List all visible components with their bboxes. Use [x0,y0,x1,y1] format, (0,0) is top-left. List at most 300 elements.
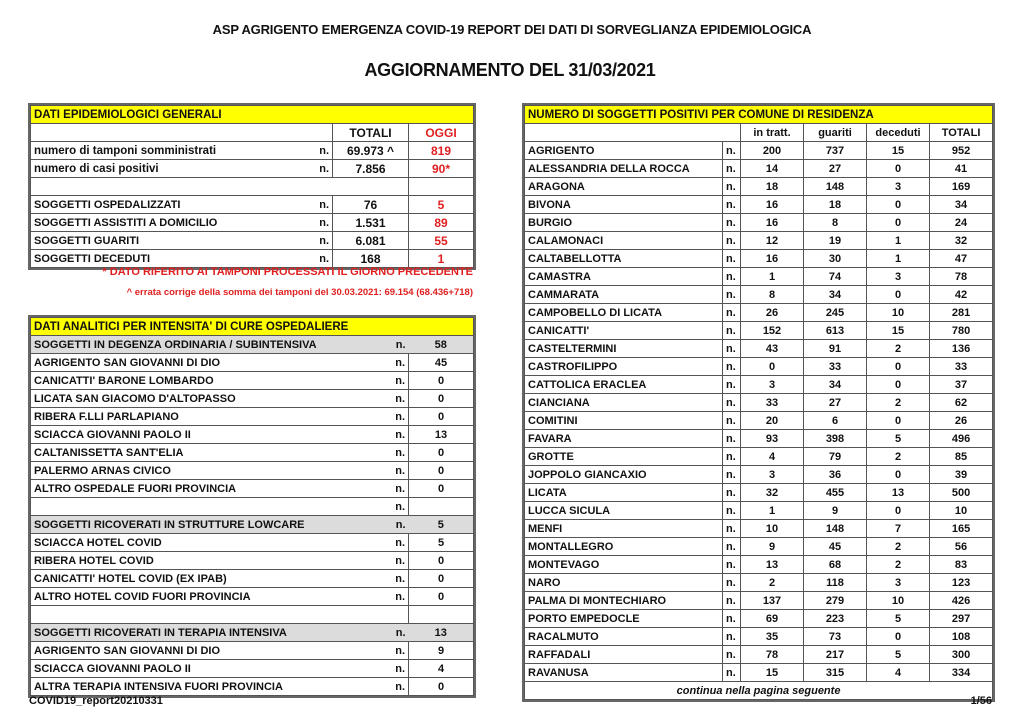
value-in-tratt: 12 [741,232,804,250]
value-in-tratt: 20 [741,412,804,430]
comune-name: BIVONA [525,196,723,214]
table-row [31,426,474,444]
value-in-tratt: 3 [741,376,804,394]
comune-name: LUCCA SICULA [525,502,723,520]
value-totali: 952 [930,142,993,160]
comune-row [525,520,993,538]
row-label: ALTRO HOTEL COVID FUORI PROVINCIA [31,588,381,606]
comuni-table [524,105,993,700]
section-title: DATI EPIDEMIOLOGICI GENERALI [31,106,474,124]
unit-label: n. [723,664,741,682]
comune-row [525,538,993,556]
comune-name: CALTABELLOTTA [525,250,723,268]
value-deceduti: 0 [867,376,930,394]
unit-label: n. [723,556,741,574]
value-guariti: 91 [804,340,867,358]
value-guariti: 27 [804,160,867,178]
group-row-intensiva [31,624,474,642]
table-row [31,642,474,660]
value-in-tratt: 93 [741,430,804,448]
unit-label: n. [723,538,741,556]
value-deceduti: 1 [867,232,930,250]
comune-name: CANICATTI' [525,322,723,340]
row-label: LICATA SAN GIACOMO D'ALTOPASSO [31,390,381,408]
value-guariti: 19 [804,232,867,250]
value-deceduti: 3 [867,268,930,286]
unit-label: n. [723,502,741,520]
value-in-tratt: 32 [741,484,804,502]
table-row [31,160,474,178]
unit-label: n. [723,160,741,178]
row-value: 13 [409,426,474,444]
unit-label: n. [381,624,409,642]
col-header-totali: TOTALI [930,124,993,142]
value-totali: 39 [930,466,993,484]
unit-label: n. [381,336,409,354]
comune-name: LICATA [525,484,723,502]
continue-note: continua nella pagina seguente [525,682,993,700]
col-header-totali: TOTALI [333,124,409,142]
value-in-tratt: 13 [741,556,804,574]
value-totali: 37 [930,376,993,394]
value-in-tratt: 2 [741,574,804,592]
comune-name: CIANCIANA [525,394,723,412]
value-deceduti: 2 [867,538,930,556]
row-value: 0 [409,678,474,696]
comune-name: CAMPOBELLO DI LICATA [525,304,723,322]
comune-row [525,448,993,466]
unit-label: n. [723,430,741,448]
value-totali: 108 [930,628,993,646]
value-guariti: 18 [804,196,867,214]
value-totali: 123 [930,574,993,592]
section-header [31,318,474,336]
comune-row [525,394,993,412]
value-in-tratt: 1 [741,268,804,286]
value-guariti: 6 [804,412,867,430]
continue-row [525,682,993,700]
value-deceduti: 0 [867,412,930,430]
value-totali: 1.531 [333,214,409,232]
table-row [31,354,474,372]
row-label: AGRIGENTO SAN GIOVANNI DI DIO [31,354,381,372]
unit-label: n. [723,394,741,412]
unit-label: n. [303,250,333,268]
value-deceduti: 5 [867,610,930,628]
value-guariti: 30 [804,250,867,268]
value-deceduti: 7 [867,520,930,538]
comune-name: CASTELTERMINI [525,340,723,358]
value-guariti: 455 [804,484,867,502]
table-row [31,408,474,426]
unit-label: n. [381,516,409,534]
unit-label: n. [723,142,741,160]
table-row [31,214,474,232]
column-header-row [525,124,993,142]
unit-label: n. [723,250,741,268]
unit-label: n. [723,196,741,214]
row-label: numero di tamponi somministrati [31,142,303,160]
value-guariti: 118 [804,574,867,592]
comuni-rows [525,142,993,682]
comune-row [525,196,993,214]
value-in-tratt: 8 [741,286,804,304]
unit-label: n. [381,354,409,372]
unit-label: n. [723,322,741,340]
unit-label: n. [381,534,409,552]
value-guariti: 73 [804,628,867,646]
value-totali: 34 [930,196,993,214]
spacer-row [31,606,474,624]
comune-name: RAVANUSA [525,664,723,682]
value-guariti: 74 [804,268,867,286]
unit-label: n. [381,498,409,516]
table-row [31,250,474,268]
group-value: 5 [409,516,474,534]
value-deceduti: 0 [867,358,930,376]
table-row [31,444,474,462]
group-value: 13 [409,624,474,642]
value-totali: 24 [930,214,993,232]
value-in-tratt: 16 [741,196,804,214]
value-guariti: 8 [804,214,867,232]
comune-name: MONTALLEGRO [525,538,723,556]
value-totali: 32 [930,232,993,250]
value-guariti: 33 [804,358,867,376]
col-header-in-tratt: in tratt. [741,124,804,142]
comune-row [525,664,993,682]
table-row [31,142,474,160]
unit-label: n. [723,610,741,628]
unit-label: n. [723,574,741,592]
unit-label: n. [381,444,409,462]
value-oggi: 55 [409,232,474,250]
value-in-tratt: 18 [741,178,804,196]
value-totali: 83 [930,556,993,574]
comune-name: MENFI [525,520,723,538]
value-deceduti: 0 [867,502,930,520]
value-oggi: 90* [409,160,474,178]
unit-label: n. [723,412,741,430]
table-row [31,196,474,214]
report-update-date: AGGIORNAMENTO DEL 31/03/2021 [364,60,656,80]
value-in-tratt: 69 [741,610,804,628]
general-data-table [30,105,474,268]
comune-row [525,412,993,430]
value-totali: 426 [930,592,993,610]
comune-row [525,646,993,664]
value-deceduti: 3 [867,574,930,592]
value-in-tratt: 16 [741,214,804,232]
comune-name: RACALMUTO [525,628,723,646]
row-value: 0 [409,552,474,570]
row-label: SCIACCA GIOVANNI PAOLO II [31,660,381,678]
value-deceduti: 2 [867,394,930,412]
comune-row [525,574,993,592]
table-row [31,462,474,480]
unit-label: n. [303,214,333,232]
group-label: SOGGETTI RICOVERATI IN STRUTTURE LOWCARE [31,516,381,534]
unit-label: n. [381,678,409,696]
value-totali: 496 [930,430,993,448]
comune-name: CAMASTRA [525,268,723,286]
comune-row [525,358,993,376]
table-row [31,480,474,498]
value-deceduti: 0 [867,628,930,646]
footnote-asterisk: * DATO RIFERITO AI TAMPONI PROCESSATI IL GIORNO PRECEDENTE [102,266,473,278]
value-oggi: 89 [409,214,474,232]
value-totali: 165 [930,520,993,538]
comune-row [525,430,993,448]
row-value: 5 [409,534,474,552]
value-totali: 281 [930,304,993,322]
value-totali: 41 [930,160,993,178]
value-guariti: 79 [804,448,867,466]
value-totali: 42 [930,286,993,304]
table-row [31,534,474,552]
value-deceduti: 2 [867,340,930,358]
comune-name: ALESSANDRIA DELLA ROCCA [525,160,723,178]
unit-label: n. [723,628,741,646]
value-in-tratt: 35 [741,628,804,646]
value-guariti: 27 [804,394,867,412]
comune-row [525,322,993,340]
value-deceduti: 5 [867,646,930,664]
comune-row [525,214,993,232]
unit-label: n. [723,592,741,610]
table-row [31,570,474,588]
value-in-tratt: 43 [741,340,804,358]
value-totali: 78 [930,268,993,286]
value-totali: 47 [930,250,993,268]
row-label: RIBERA HOTEL COVID [31,552,381,570]
value-totali: 500 [930,484,993,502]
value-totali: 76 [333,196,409,214]
section-header [31,106,474,124]
unit-label: n. [723,286,741,304]
value-guariti: 737 [804,142,867,160]
value-totali: 56 [930,538,993,556]
value-guariti: 34 [804,376,867,394]
comune-row [525,232,993,250]
row-label: SCIACCA HOTEL COVID [31,534,381,552]
row-label: SOGGETTI GUARITI [31,232,303,250]
col-header-deceduti: deceduti [867,124,930,142]
unit-label: n. [723,358,741,376]
unit-label: n. [381,552,409,570]
value-in-tratt: 9 [741,538,804,556]
value-oggi: 1 [409,250,474,268]
row-label: SOGGETTI ASSISTITI A DOMICILIO [31,214,303,232]
report-filename: COVID19_report20210331 [29,695,163,707]
table-row [31,678,474,696]
value-in-tratt: 15 [741,664,804,682]
comune-name: MONTEVAGO [525,556,723,574]
comune-row [525,628,993,646]
value-totali: 10 [930,502,993,520]
value-deceduti: 0 [867,196,930,214]
row-value: 0 [409,462,474,480]
value-in-tratt: 137 [741,592,804,610]
value-deceduti: 10 [867,304,930,322]
value-deceduti: 10 [867,592,930,610]
value-totali: 169 [930,178,993,196]
value-guariti: 45 [804,538,867,556]
table-row [31,232,474,250]
value-deceduti: 2 [867,556,930,574]
comune-row [525,466,993,484]
comune-row [525,592,993,610]
value-in-tratt: 4 [741,448,804,466]
comune-row [525,340,993,358]
empty-row [31,498,474,516]
unit-label: n. [381,390,409,408]
comune-name: PORTO EMPEDOCLE [525,610,723,628]
value-in-tratt: 152 [741,322,804,340]
row-value: 0 [409,408,474,426]
table-row [31,372,474,390]
table-row [31,390,474,408]
value-deceduti: 0 [867,286,930,304]
comune-name: RAFFADALI [525,646,723,664]
value-totali: 62 [930,394,993,412]
value-in-tratt: 0 [741,358,804,376]
comune-row [525,160,993,178]
value-totali: 6.081 [333,232,409,250]
unit-label: n. [381,408,409,426]
value-oggi: 5 [409,196,474,214]
unit-label: n. [303,142,333,160]
row-label: CALTANISSETTA SANT'ELIA [31,444,381,462]
value-in-tratt: 33 [741,394,804,412]
row-label: SOGGETTI OSPEDALIZZATI [31,196,303,214]
value-guariti: 315 [804,664,867,682]
unit-label: n. [723,340,741,358]
comune-row [525,268,993,286]
group-label: SOGGETTI IN DEGENZA ORDINARIA / SUBINTENSIVA [31,336,381,354]
comune-row [525,286,993,304]
unit-label: n. [723,178,741,196]
row-label: ALTRA TERAPIA INTENSIVA FUORI PROVINCIA [31,678,381,696]
value-in-tratt: 78 [741,646,804,664]
unit-label: n. [723,304,741,322]
group-row-ordinaria [31,336,474,354]
value-totali: 69.973 ^ [333,142,409,160]
value-guariti: 613 [804,322,867,340]
unit-label: n. [381,372,409,390]
table-row [31,552,474,570]
value-guariti: 223 [804,610,867,628]
row-value: 0 [409,390,474,408]
value-deceduti: 15 [867,142,930,160]
row-value: 45 [409,354,474,372]
value-guariti: 245 [804,304,867,322]
group-label: SOGGETTI RICOVERATI IN TERAPIA INTENSIVA [31,624,381,642]
group-value: 58 [409,336,474,354]
comune-name: CATTOLICA ERACLEA [525,376,723,394]
comune-name: CAMMARATA [525,286,723,304]
column-header-row [31,124,474,142]
value-guariti: 148 [804,178,867,196]
value-totali: 85 [930,448,993,466]
value-guariti: 279 [804,592,867,610]
row-value: 0 [409,588,474,606]
value-deceduti: 1 [867,250,930,268]
value-totali: 26 [930,412,993,430]
value-deceduti: 0 [867,466,930,484]
comune-row [525,178,993,196]
value-totali: 297 [930,610,993,628]
comune-row [525,556,993,574]
unit-label: n. [723,484,741,502]
col-header-guariti: guariti [804,124,867,142]
row-value: 4 [409,660,474,678]
spacer-row [31,178,474,196]
unit-label: n. [723,466,741,484]
row-label: CANICATTI' HOTEL COVID (EX IPAB) [31,570,381,588]
value-in-tratt: 26 [741,304,804,322]
comune-name: CALAMONACI [525,232,723,250]
comune-name: JOPPOLO GIANCAXIO [525,466,723,484]
unit-label: n. [723,448,741,466]
value-deceduti: 13 [867,484,930,502]
value-totali: 7.856 [333,160,409,178]
group-row-lowcare [31,516,474,534]
value-oggi: 819 [409,142,474,160]
value-guariti: 34 [804,286,867,304]
unit-label: n. [381,480,409,498]
unit-label: n. [723,268,741,286]
comune-name: FAVARA [525,430,723,448]
unit-label: n. [381,570,409,588]
value-deceduti: 2 [867,448,930,466]
unit-label: n. [303,232,333,250]
row-value: 0 [409,372,474,390]
comune-row [525,610,993,628]
row-label: PALERMO ARNAS CIVICO [31,462,381,480]
value-deceduti: 3 [867,178,930,196]
unit-label: n. [723,232,741,250]
value-in-tratt: 200 [741,142,804,160]
value-in-tratt: 10 [741,520,804,538]
section-header [525,106,993,124]
row-value: 0 [409,444,474,462]
comune-name: PALMA DI MONTECHIARO [525,592,723,610]
comune-name: COMITINI [525,412,723,430]
comune-name: BURGIO [525,214,723,232]
table-row [31,588,474,606]
hospital-data-table [30,317,474,696]
row-label: RIBERA F.LLI PARLAPIANO [31,408,381,426]
unit-label: n. [303,160,333,178]
unit-label: n. [381,642,409,660]
unit-label: n. [723,376,741,394]
comune-row [525,376,993,394]
comune-row [525,502,993,520]
unit-label: n. [381,462,409,480]
value-in-tratt: 3 [741,466,804,484]
comune-name: AGRIGENTO [525,142,723,160]
row-label: numero di casi positivi [31,160,303,178]
unit-label: n. [381,660,409,678]
value-deceduti: 0 [867,160,930,178]
value-in-tratt: 1 [741,502,804,520]
row-value: 0 [409,570,474,588]
section-title: DATI ANALITICI PER INTENSITA' DI CURE OSPEDALIERE [31,318,474,336]
value-totali: 300 [930,646,993,664]
value-totali: 168 [333,250,409,268]
value-in-tratt: 14 [741,160,804,178]
